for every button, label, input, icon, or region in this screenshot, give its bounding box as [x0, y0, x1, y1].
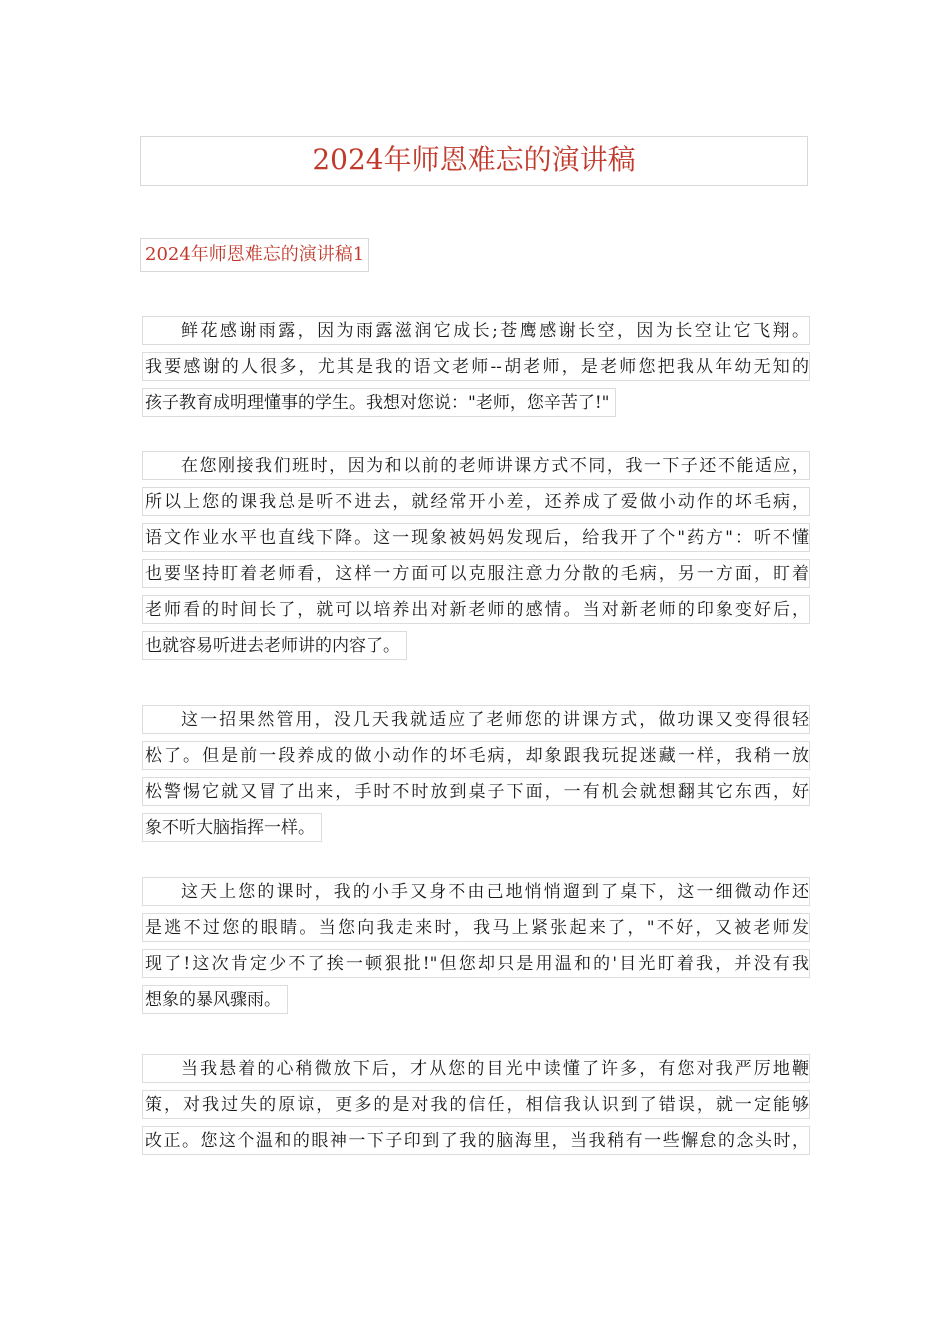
paragraph-5: [142, 1054, 810, 1162]
document-title: 2024年师恩难忘的演讲稿: [140, 136, 808, 186]
text-line: 也要坚持盯着老师看，这样一方面可以克服注意力分散的毛病，另一方面，盯着: [142, 559, 810, 588]
text-line: 这一招果然管用，没几天我就适应了老师您的讲课方式，做功课又变得很轻: [142, 705, 810, 734]
text-line: 松警惕它就又冒了出来，手时不时放到桌子下面，一有机会就想翻其它东西，好: [142, 777, 810, 806]
section-heading: 2024年师恩难忘的演讲稿1: [140, 238, 369, 272]
text-line: 这天上您的课时，我的小手又身不由己地悄悄遛到了桌下，这一细微动作还: [142, 877, 810, 906]
paragraph-1: [142, 316, 810, 428]
text-line: 在您刚接我们班时，因为和以前的老师讲课方式不同，我一下子还不能适应，: [142, 451, 810, 480]
text-line: 想象的暴风骤雨。: [142, 985, 288, 1014]
paragraph-3: [142, 705, 810, 853]
text-line: 也就容易听进去老师讲的内容了。: [142, 631, 407, 660]
paragraph-4: [142, 877, 810, 1025]
text-line: 孩子教育成明理懂事的学生。我想对您说："老师，您辛苦了!": [142, 388, 616, 417]
text-line: 鲜花感谢雨露，因为雨露滋润它成长;苍鹰感谢长空，因为长空让它飞翔。: [142, 316, 810, 345]
text-line: 改正。您这个温和的眼神一下子印到了我的脑海里，当我稍有一些懈怠的念头时，: [142, 1126, 810, 1155]
text-line: 现了!这次肯定少不了挨一顿狠批!"但您却只是用温和的'目光盯着我，并没有我: [142, 949, 810, 978]
text-line: 所以上您的课我总是听不进去，就经常开小差，还养成了爱做小动作的坏毛病，: [142, 487, 810, 516]
text-line: 语文作业水平也直线下降。这一现象被妈妈发现后，给我开了个"药方"：听不懂: [142, 523, 810, 552]
text-line: 老师看的时间长了，就可以培养出对新老师的感情。当对新老师的印象变好后，: [142, 595, 810, 624]
text-line: 象不听大脑指挥一样。: [142, 813, 322, 842]
text-line: 策，对我过失的原谅，更多的是对我的信任，相信我认识到了错误，就一定能够: [142, 1090, 810, 1119]
text-line: 我要感谢的人很多，尤其是我的语文老师--胡老师，是老师您把我从年幼无知的: [142, 352, 810, 381]
text-line: 是逃不过您的眼睛。当您向我走来时，我马上紧张起来了，"不好，又被老师发: [142, 913, 810, 942]
paragraph-2: [142, 451, 810, 671]
text-line: 当我悬着的心稍微放下后，才从您的目光中读懂了许多，有您对我严厉地鞭: [142, 1054, 810, 1083]
text-line: 松了。但是前一段养成的做小动作的坏毛病，却象跟我玩捉迷藏一样，我稍一放: [142, 741, 810, 770]
